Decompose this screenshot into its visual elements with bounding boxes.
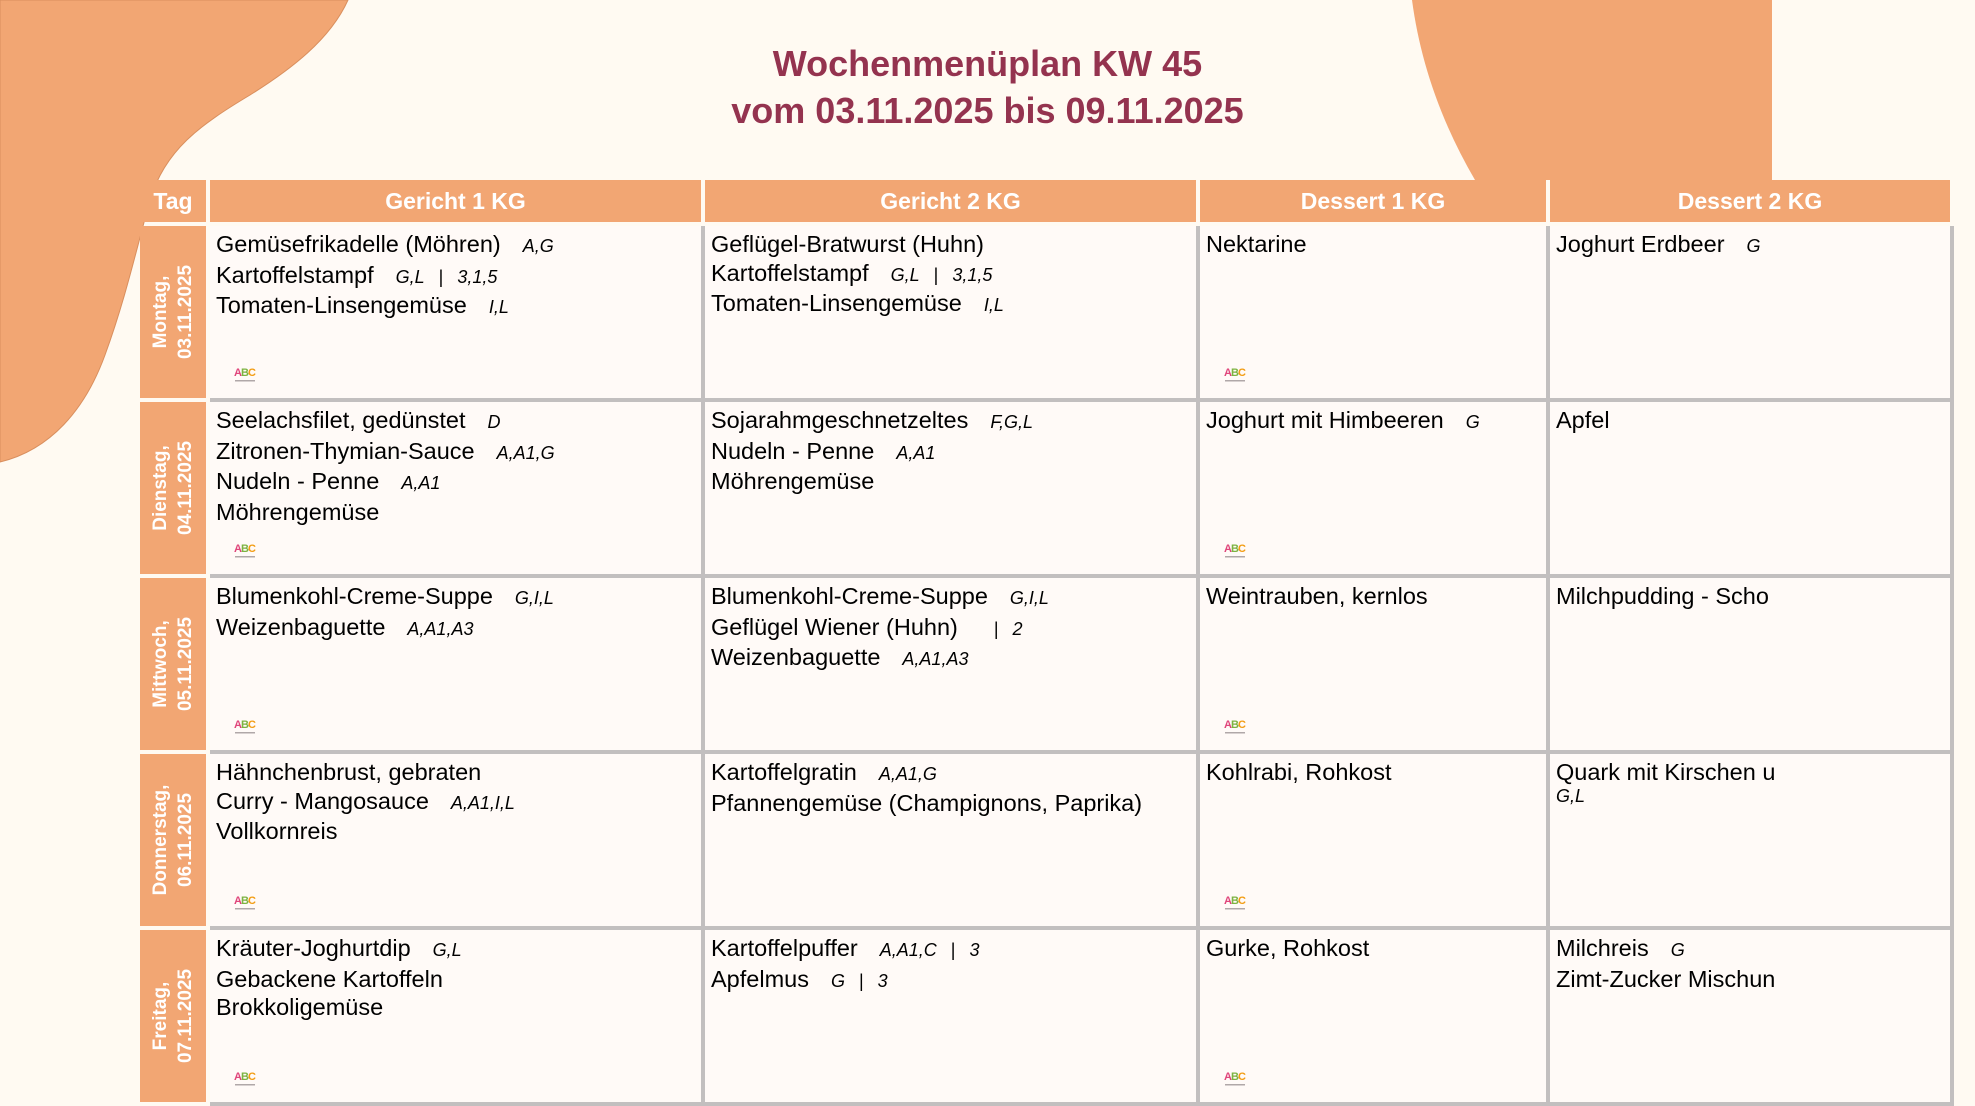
svg-text:B: B	[1231, 1071, 1239, 1083]
menu-item	[1206, 230, 1542, 259]
allergen-codes: G,L	[432, 940, 462, 960]
dish-name: Tomaten-Linsengemüse	[711, 290, 962, 316]
dish-name: Weintrauben, kernlos	[1206, 583, 1428, 609]
svg-text:B: B	[241, 367, 249, 379]
dish-name: Kartoffelstampf	[711, 259, 869, 286]
menu-cell	[1550, 578, 1954, 754]
menu-item	[711, 934, 1192, 965]
menu-item	[711, 289, 1192, 320]
menu-items	[711, 406, 1192, 496]
header-cell: Dessert 1 KG	[1200, 180, 1546, 222]
abc-logo-icon	[1224, 1068, 1250, 1090]
svg-text:B: B	[241, 719, 249, 731]
menu-items	[1556, 934, 1946, 993]
allergen-codes: G	[1746, 236, 1761, 256]
day-label	[148, 441, 198, 535]
menu-item	[1556, 230, 1946, 261]
day-label	[148, 265, 198, 359]
menu-items	[1206, 582, 1542, 611]
dish-name: Joghurt mit Himbeeren	[1206, 407, 1444, 433]
svg-text:A: A	[1224, 367, 1232, 379]
menu-item	[711, 758, 1192, 789]
allergen-codes: A,A1	[896, 442, 936, 463]
menu-item	[216, 993, 697, 1022]
menu-cell	[1200, 226, 1550, 402]
svg-text:A: A	[234, 895, 242, 907]
menu-cell	[1550, 402, 1954, 578]
svg-text:A: A	[1224, 719, 1232, 731]
menu-item	[711, 259, 1192, 290]
menu-items	[216, 230, 697, 322]
menu-cell	[705, 402, 1200, 578]
svg-text:A: A	[1224, 1071, 1232, 1083]
menu-cell	[1200, 578, 1550, 754]
dish-name: Pfannengemüse (Champignons, Paprika)	[711, 789, 1143, 816]
allergen-codes: G,I,L	[514, 588, 554, 608]
menu-item	[1556, 965, 1946, 994]
abc-logo-icon	[234, 540, 260, 562]
day-name: Freitag,	[150, 981, 171, 1051]
menu-item	[1556, 582, 1946, 611]
menu-items	[216, 582, 697, 643]
allergen-codes: A,G	[522, 236, 554, 256]
dish-name: Vollkornreis	[216, 818, 338, 844]
separator: |	[933, 264, 939, 285]
allergen-codes: G,I,L	[1009, 588, 1049, 608]
dish-name: Milchreis	[1556, 935, 1649, 961]
allergen-codes: A,A1,G	[878, 764, 937, 784]
menu-items	[216, 758, 697, 846]
day-name: Dienstag,	[150, 445, 171, 531]
day-name: Mittwoch,	[150, 620, 171, 708]
dish-name: Zimt-Zucker Mischun	[1556, 965, 1776, 992]
dish-name: Weizenbaguette	[711, 644, 881, 670]
menu-item	[216, 817, 697, 846]
menu-cell	[1200, 402, 1550, 578]
svg-text:C: C	[1238, 719, 1246, 731]
menu-items	[1556, 758, 1946, 807]
menu-items	[216, 406, 697, 526]
menu-items	[1556, 230, 1946, 261]
menu-item	[711, 643, 1192, 674]
menu-cell	[1200, 754, 1550, 930]
menu-item	[216, 498, 697, 527]
menu-item	[1556, 406, 1946, 435]
svg-text:B: B	[241, 1071, 249, 1083]
day-date: 05.11.2025	[175, 616, 196, 712]
additive-codes: 2	[1012, 618, 1023, 639]
abc-logo-icon	[1224, 716, 1250, 738]
dish-name: Kartoffelstampf	[216, 261, 374, 288]
allergen-codes: A,A1,A3	[407, 618, 474, 639]
menu-item	[216, 613, 697, 644]
day-cell	[140, 754, 206, 926]
allergen-codes: I,L	[488, 297, 509, 317]
allergen-codes: G	[1670, 940, 1685, 960]
svg-text:C: C	[248, 1071, 256, 1083]
header-cell: Gericht 2 KG	[705, 180, 1196, 222]
dish-name: Gurke, Rohkost	[1206, 935, 1370, 961]
dish-name: Apfelmus	[711, 965, 809, 992]
header-cell: Tag	[140, 180, 206, 222]
day-date: 07.11.2025	[175, 968, 196, 1064]
menu-items	[1206, 406, 1542, 437]
svg-text:C: C	[1238, 367, 1246, 379]
allergen-codes: G	[1465, 412, 1480, 432]
additive-codes: 3	[969, 940, 980, 960]
dish-name: Joghurt Erdbeer	[1556, 231, 1725, 257]
svg-text:A: A	[234, 367, 242, 379]
header-cell: Gericht 1 KG	[210, 180, 701, 222]
svg-text:B: B	[241, 543, 249, 555]
dish-name: Blumenkohl-Creme-Suppe	[216, 583, 493, 609]
dish-name: Brokkoligemüse	[216, 994, 384, 1020]
svg-text:A: A	[234, 719, 242, 731]
dish-name: Weizenbaguette	[216, 613, 386, 640]
menu-cell	[705, 226, 1200, 402]
svg-text:A: A	[234, 543, 242, 555]
menu-item	[216, 787, 697, 818]
allergen-codes: F,G,L	[990, 412, 1034, 432]
menu-items	[711, 230, 1192, 320]
dish-name: Seelachsfilet, gedünstet	[216, 407, 466, 433]
day-name: Montag,	[150, 275, 171, 349]
title-line-2: vom 03.11.2025 bis 09.11.2025	[731, 90, 1244, 131]
abc-logo-icon	[1224, 364, 1250, 386]
day-cell	[140, 226, 206, 398]
menu-cell	[705, 930, 1200, 1106]
menu-item	[711, 789, 1192, 818]
svg-text:C: C	[1238, 895, 1246, 907]
menu-item	[711, 613, 1192, 644]
page-title	[0, 40, 1975, 134]
allergen-codes: D	[487, 412, 501, 432]
svg-text:B: B	[241, 895, 249, 907]
svg-text:C: C	[248, 719, 256, 731]
abc-logo-icon	[1224, 892, 1250, 914]
dish-name: Tomaten-Linsengemüse	[216, 292, 467, 318]
allergen-codes: G	[830, 970, 845, 991]
separator: |	[858, 970, 864, 991]
menu-item	[216, 582, 697, 613]
title-line-1: Wochenmenüplan KW 45	[772, 43, 1203, 84]
menu-cell	[210, 402, 705, 578]
allergen-codes: I,L	[983, 295, 1004, 315]
menu-item	[1556, 758, 1946, 787]
menu-item	[216, 965, 697, 994]
abc-logo-icon	[1224, 540, 1250, 562]
menu-items	[711, 582, 1192, 674]
dish-name: Nektarine	[1206, 231, 1307, 257]
allergen-codes: A,A1,A3	[902, 649, 969, 669]
dish-name: Kartoffelpuffer	[711, 935, 858, 961]
abc-logo-icon	[234, 716, 260, 738]
menu-cell	[210, 226, 705, 402]
dish-name: Zitronen-Thymian-Sauce	[216, 437, 475, 464]
dish-name: Geflügel Wiener (Huhn)	[711, 613, 958, 640]
menu-items	[216, 934, 697, 1022]
menu-item	[216, 437, 697, 468]
menu-item	[711, 965, 1192, 996]
allergen-codes: A,A1	[401, 473, 441, 493]
dish-name: Gemüsefrikadelle (Möhren)	[216, 231, 501, 257]
menu-item	[711, 230, 1192, 259]
menu-cell	[210, 930, 705, 1106]
dish-name: Möhrengemüse	[216, 498, 380, 525]
menu-item	[216, 758, 697, 787]
menu-item	[711, 467, 1192, 496]
dish-name: Quark mit Kirschen u	[1556, 759, 1776, 785]
menu-item	[216, 467, 697, 498]
allergen-codes: A,A1,C	[879, 940, 937, 960]
day-date: 03.11.2025	[175, 264, 196, 360]
menu-item	[711, 406, 1192, 437]
menu-items	[1556, 582, 1946, 611]
dish-name: Apfel	[1556, 407, 1610, 433]
dish-name: Geflügel-Bratwurst (Huhn)	[711, 231, 984, 257]
menu-item	[711, 582, 1192, 613]
menu-item	[216, 291, 697, 322]
svg-text:C: C	[248, 543, 256, 555]
dish-name: Nudeln - Penne	[711, 437, 875, 464]
svg-text:C: C	[248, 367, 256, 379]
menu-cell	[210, 578, 705, 754]
dish-name: Möhrengemüse	[711, 468, 875, 494]
svg-text:B: B	[1231, 719, 1239, 731]
menu-cell	[1550, 930, 1954, 1106]
menu-item	[711, 437, 1192, 468]
abc-logo-icon	[234, 1068, 260, 1090]
menu-item	[1206, 934, 1542, 963]
day-label	[148, 785, 198, 896]
allergen-codes: G,L	[1556, 785, 1586, 806]
dish-name: Gebackene Kartoffeln	[216, 965, 443, 992]
svg-text:B: B	[1231, 367, 1239, 379]
menu-item	[1206, 582, 1542, 611]
menu-cell	[1550, 754, 1954, 930]
menu-item	[216, 934, 697, 965]
day-cell	[140, 402, 206, 574]
menu-item	[216, 230, 697, 261]
additive-codes: 3,1,5	[952, 264, 993, 285]
menu-item	[216, 406, 697, 437]
menu-items	[1206, 230, 1542, 259]
menu-cell	[1550, 226, 1954, 402]
separator: |	[438, 266, 444, 287]
abc-logo-icon	[234, 892, 260, 914]
day-cell	[140, 930, 206, 1102]
menu-item	[216, 261, 697, 292]
allergen-codes: G,L	[395, 266, 425, 287]
menu-cell	[210, 754, 705, 930]
abc-logo-icon	[234, 364, 260, 386]
additive-codes: 3,1,5	[457, 266, 498, 287]
menu-items	[711, 758, 1192, 817]
dish-name: Hähnchenbrust, gebraten	[216, 759, 482, 785]
menu-cell	[705, 754, 1200, 930]
svg-text:C: C	[248, 895, 256, 907]
allergen-codes: G,L	[890, 264, 920, 285]
dish-name: Blumenkohl-Creme-Suppe	[711, 583, 988, 609]
menu-items	[711, 934, 1192, 995]
day-name: Donnerstag,	[150, 784, 171, 896]
dish-name: Kohlrabi, Rohkost	[1206, 759, 1392, 785]
menu-item	[1206, 406, 1542, 437]
menu-items	[1556, 406, 1946, 435]
header-cell: Dessert 2 KG	[1550, 180, 1950, 222]
separator: |	[993, 618, 999, 639]
dish-name: Curry - Mangosauce	[216, 787, 429, 814]
dish-name: Kräuter-Joghurtdip	[216, 935, 411, 961]
dish-name: Milchpudding - Scho	[1556, 583, 1769, 609]
svg-text:B: B	[1231, 895, 1239, 907]
svg-text:C: C	[1238, 543, 1246, 555]
dish-name: Kartoffelgratin	[711, 759, 857, 785]
dish-name: Sojarahmgeschnetzeltes	[711, 407, 969, 433]
menu-item	[1206, 758, 1542, 787]
menu-items	[1206, 934, 1542, 963]
menu-item	[1556, 934, 1946, 965]
svg-text:A: A	[1224, 895, 1232, 907]
menu-cell	[705, 578, 1200, 754]
menu-cell	[1200, 930, 1550, 1106]
day-label	[148, 969, 198, 1063]
menu-items	[1206, 758, 1542, 787]
svg-text:A: A	[234, 1071, 242, 1083]
additive-codes: 3	[877, 970, 888, 991]
allergen-codes: A,A1,I,L	[450, 792, 515, 813]
svg-text:B: B	[1231, 543, 1239, 555]
day-cell	[140, 578, 206, 750]
svg-text:C: C	[1238, 1071, 1246, 1083]
allergen-codes: A,A1,G	[496, 442, 555, 463]
day-date: 06.11.2025	[175, 792, 196, 888]
svg-text:A: A	[1224, 543, 1232, 555]
dish-name: Nudeln - Penne	[216, 468, 380, 494]
day-label	[148, 617, 198, 711]
day-date: 04.11.2025	[175, 440, 196, 536]
separator: |	[950, 940, 956, 960]
